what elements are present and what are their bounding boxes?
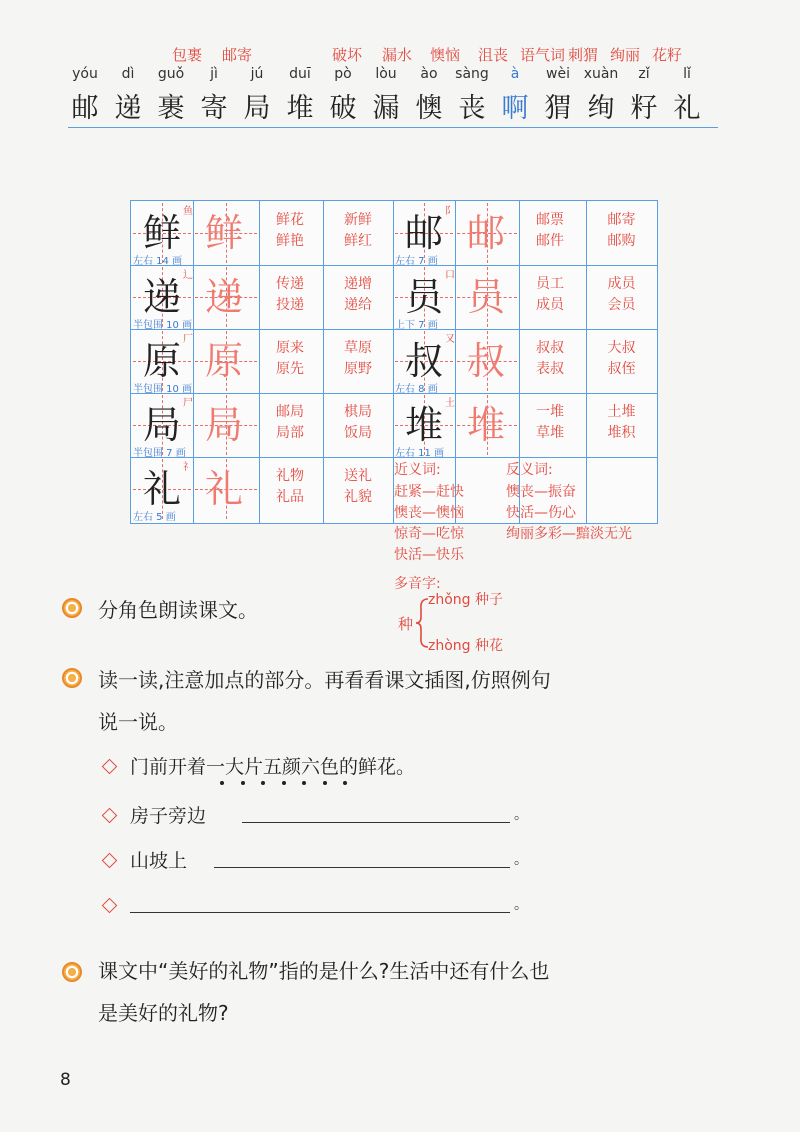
word-pair [323, 210, 393, 252]
synonym-item: 懊丧—懊恼 [394, 505, 464, 521]
word: 邮寄 [607, 212, 636, 228]
word-pair [586, 274, 657, 316]
diamond-bullet-icon [102, 853, 118, 869]
polyphone-reading: zhǒng 种子 [428, 592, 503, 608]
word: 传递 [276, 276, 304, 292]
word: 草原 [344, 340, 372, 356]
vocab-char: 绚 [587, 93, 615, 124]
word-pair [259, 466, 321, 508]
pinyin: zǐ [638, 66, 650, 82]
word: 一堆 [536, 404, 564, 420]
grid-character: 邮 [404, 211, 443, 255]
word: 送礼 [344, 468, 372, 484]
vocab-note: 漏水 [382, 46, 413, 64]
tracing-character: 鲜 [204, 211, 243, 255]
pinyin-row [68, 66, 718, 88]
radical-label: 阝 [445, 206, 455, 217]
stroke-info: 左右 7 画 [395, 256, 438, 267]
word: 堆积 [607, 425, 636, 441]
example-sentence: 门前开着一大片五颜六色的鲜花。 [130, 756, 416, 778]
stroke-info: 左右 11 画 [395, 448, 445, 459]
pinyin: jì [210, 66, 218, 82]
vocab-note: 包裹 [172, 46, 203, 64]
word: 饭局 [344, 425, 372, 441]
word: 成员 [536, 297, 564, 313]
diamond-bullet-icon [102, 759, 118, 775]
synonym-title: 近义词: [394, 462, 441, 478]
vocab-note: 懊恼 [430, 46, 461, 64]
antonym-item: 懊丧—振奋 [506, 484, 576, 500]
answer-blank[interactable] [130, 912, 510, 913]
vocab-char: 猬 [544, 93, 572, 124]
pinyin: yóu [72, 66, 98, 82]
emphasis-dot [220, 781, 224, 785]
pinyin: ào [420, 66, 438, 82]
emphasis-dot [261, 781, 265, 785]
tracing-character: 叔 [466, 339, 505, 383]
pinyin: dì [121, 66, 135, 82]
word: 原野 [344, 361, 372, 377]
vocab-char: 邮 [71, 93, 99, 124]
word: 邮件 [536, 233, 564, 249]
word: 邮票 [536, 212, 564, 228]
word-pair [519, 402, 581, 444]
tracing-character: 堆 [466, 403, 505, 447]
fill-prompt: 房子旁边 [130, 805, 207, 827]
grid-character: 礼 [142, 467, 181, 511]
radical-label: 厂 [183, 334, 193, 345]
exercise-icon [62, 962, 82, 982]
word: 邮购 [607, 233, 636, 249]
synonym-item: 快活—快乐 [394, 547, 464, 563]
antonym-title: 反义词: [506, 462, 553, 478]
word: 递增 [344, 276, 372, 292]
vocab-char-row [68, 86, 718, 122]
word-pair [586, 338, 657, 380]
word: 草堆 [536, 425, 564, 441]
grid-character: 叔 [404, 339, 443, 383]
word: 新鲜 [344, 212, 372, 228]
vocab-char: 局 [243, 93, 271, 124]
vocab-char: 籽 [630, 93, 658, 124]
synonym-item: 惊奇—吃惊 [394, 526, 464, 542]
stroke-info: 左右 5 画 [133, 512, 176, 523]
word-pair [259, 402, 321, 444]
page-number: 8 [60, 1070, 71, 1090]
stroke-info: 左右 8 画 [395, 384, 438, 395]
period: 。 [514, 852, 528, 868]
diamond-bullet-icon [102, 808, 118, 824]
divider-line [68, 127, 718, 128]
word: 投递 [276, 297, 304, 313]
fill-prompt: 山坡上 [130, 850, 188, 872]
exercise-3-line2: 是美好的礼物? [98, 1001, 229, 1025]
pinyin: pò [334, 66, 352, 82]
vocab-note: 绚丽 [610, 46, 641, 64]
vocab-char: 递 [114, 93, 142, 124]
word-pair [586, 402, 657, 444]
exercise-2-line2: 说一说。 [98, 710, 178, 734]
word: 局部 [276, 425, 304, 441]
word-pair [519, 274, 581, 316]
pinyin: sàng [455, 66, 489, 82]
radical-label: 尸 [183, 398, 193, 409]
answer-blank[interactable] [214, 867, 510, 868]
period: 。 [514, 807, 528, 823]
tracing-character: 递 [204, 275, 243, 319]
grid-character: 局 [142, 403, 181, 447]
emphasis-dot [241, 781, 245, 785]
radical-label: 辶 [183, 270, 193, 281]
tracing-character: 局 [204, 403, 243, 447]
pinyin: jú [250, 66, 264, 82]
synonym-item: 赶紧—赶快 [394, 484, 464, 500]
emphasis-dot [282, 781, 286, 785]
word: 叔叔 [536, 340, 564, 356]
word: 邮局 [276, 404, 304, 420]
pinyin: guǒ [157, 66, 185, 82]
word: 鲜红 [344, 233, 372, 249]
word-pair [259, 338, 321, 380]
polyphone-reading: zhòng 种花 [428, 638, 503, 654]
antonym-item: 快活—伤心 [506, 505, 576, 521]
exercise-icon [62, 668, 82, 688]
word: 礼物 [276, 468, 304, 484]
period: 。 [514, 897, 528, 913]
word: 会员 [607, 297, 636, 313]
word: 大叔 [607, 340, 636, 356]
tracing-character: 礼 [204, 467, 243, 511]
exercise-icon [62, 598, 82, 618]
vocab-note: 语气词 [520, 46, 566, 64]
answer-blank[interactable] [242, 822, 510, 823]
vocab-note: 沮丧 [478, 46, 509, 64]
pinyin: duī [289, 66, 311, 82]
tracing-character: 邮 [466, 211, 505, 255]
vocab-char: 寄 [200, 93, 228, 124]
word: 礼品 [276, 489, 304, 505]
antonym-item: 绚丽多彩—黯淡无光 [506, 526, 632, 542]
grid-character: 鲜 [142, 211, 181, 255]
exercise-2-line1: 读一读,注意加点的部分。再看看课文插图,仿照例句 [98, 668, 551, 692]
vocab-char: 懊 [415, 93, 443, 124]
vocab-char: 丧 [458, 93, 486, 124]
vocab-char: 破 [329, 93, 357, 124]
vocab-note: 刺猬 [568, 46, 599, 64]
pinyin: xuàn [583, 66, 619, 82]
stroke-info: 半包围 7 画 [133, 448, 186, 459]
word: 原来 [276, 340, 304, 356]
pinyin: lǐ [683, 66, 691, 82]
vocab-char: 礼 [673, 93, 701, 124]
stroke-info: 上下 7 画 [395, 320, 438, 331]
radical-label: 口 [445, 270, 455, 281]
word: 礼貌 [344, 489, 372, 505]
word: 员工 [536, 276, 564, 292]
radical-label: 礻 [183, 462, 193, 473]
emphasis-dot [343, 781, 347, 785]
vocab-char: 堆 [286, 93, 314, 124]
pinyin: lòu [375, 66, 397, 82]
radical-label: 土 [445, 398, 455, 409]
polyphone-title: 多音字: [394, 576, 441, 592]
vocab-notes [68, 44, 718, 66]
word: 鲜花 [276, 212, 304, 228]
word: 表叔 [536, 361, 564, 377]
word: 鲜艳 [276, 233, 304, 249]
word-pair [323, 338, 393, 380]
word-pair [519, 210, 581, 252]
word-pair [323, 274, 393, 316]
word-pair [323, 402, 393, 444]
stroke-info: 左右 14 画 [133, 256, 183, 267]
diamond-bullet-icon [102, 898, 118, 914]
word: 成员 [607, 276, 636, 292]
tracing-character: 员 [466, 275, 505, 319]
radical-label: 鱼 [183, 206, 193, 217]
stroke-info: 半包围 10 画 [133, 320, 193, 331]
grid-character: 堆 [404, 403, 443, 447]
grid-character: 递 [142, 275, 181, 319]
grid-character: 员 [404, 275, 443, 319]
word-pair [323, 466, 393, 508]
vocab-char: 裹 [157, 93, 185, 124]
exercise-1: 分角色朗读课文。 [98, 598, 258, 622]
word: 叔侄 [607, 361, 636, 377]
word-pair [259, 274, 321, 316]
pinyin: à [510, 66, 520, 82]
polyphone-char: 种 [398, 615, 414, 633]
word: 土堆 [607, 404, 636, 420]
word-pair [259, 210, 321, 252]
stroke-info: 半包围 10 画 [133, 384, 193, 395]
pinyin: wèi [546, 66, 570, 82]
word: 棋局 [344, 404, 372, 420]
grid-character: 原 [142, 339, 181, 383]
word-pair [519, 338, 581, 380]
vocab-note: 花籽 [652, 46, 683, 64]
exercise-3-line1: 课文中“美好的礼物”指的是什么?生活中还有什么也 [98, 959, 550, 983]
emphasis-dot [323, 781, 327, 785]
vocab-note: 邮寄 [222, 46, 253, 64]
emphasis-dot [302, 781, 306, 785]
vocab-char: 啊 [501, 93, 529, 124]
vocab-note: 破坏 [332, 46, 363, 64]
tracing-character: 原 [204, 339, 243, 383]
word: 原先 [276, 361, 304, 377]
word: 递给 [344, 297, 372, 313]
word-pair [586, 210, 657, 252]
radical-label: 又 [445, 334, 455, 345]
vocab-char: 漏 [372, 93, 400, 124]
